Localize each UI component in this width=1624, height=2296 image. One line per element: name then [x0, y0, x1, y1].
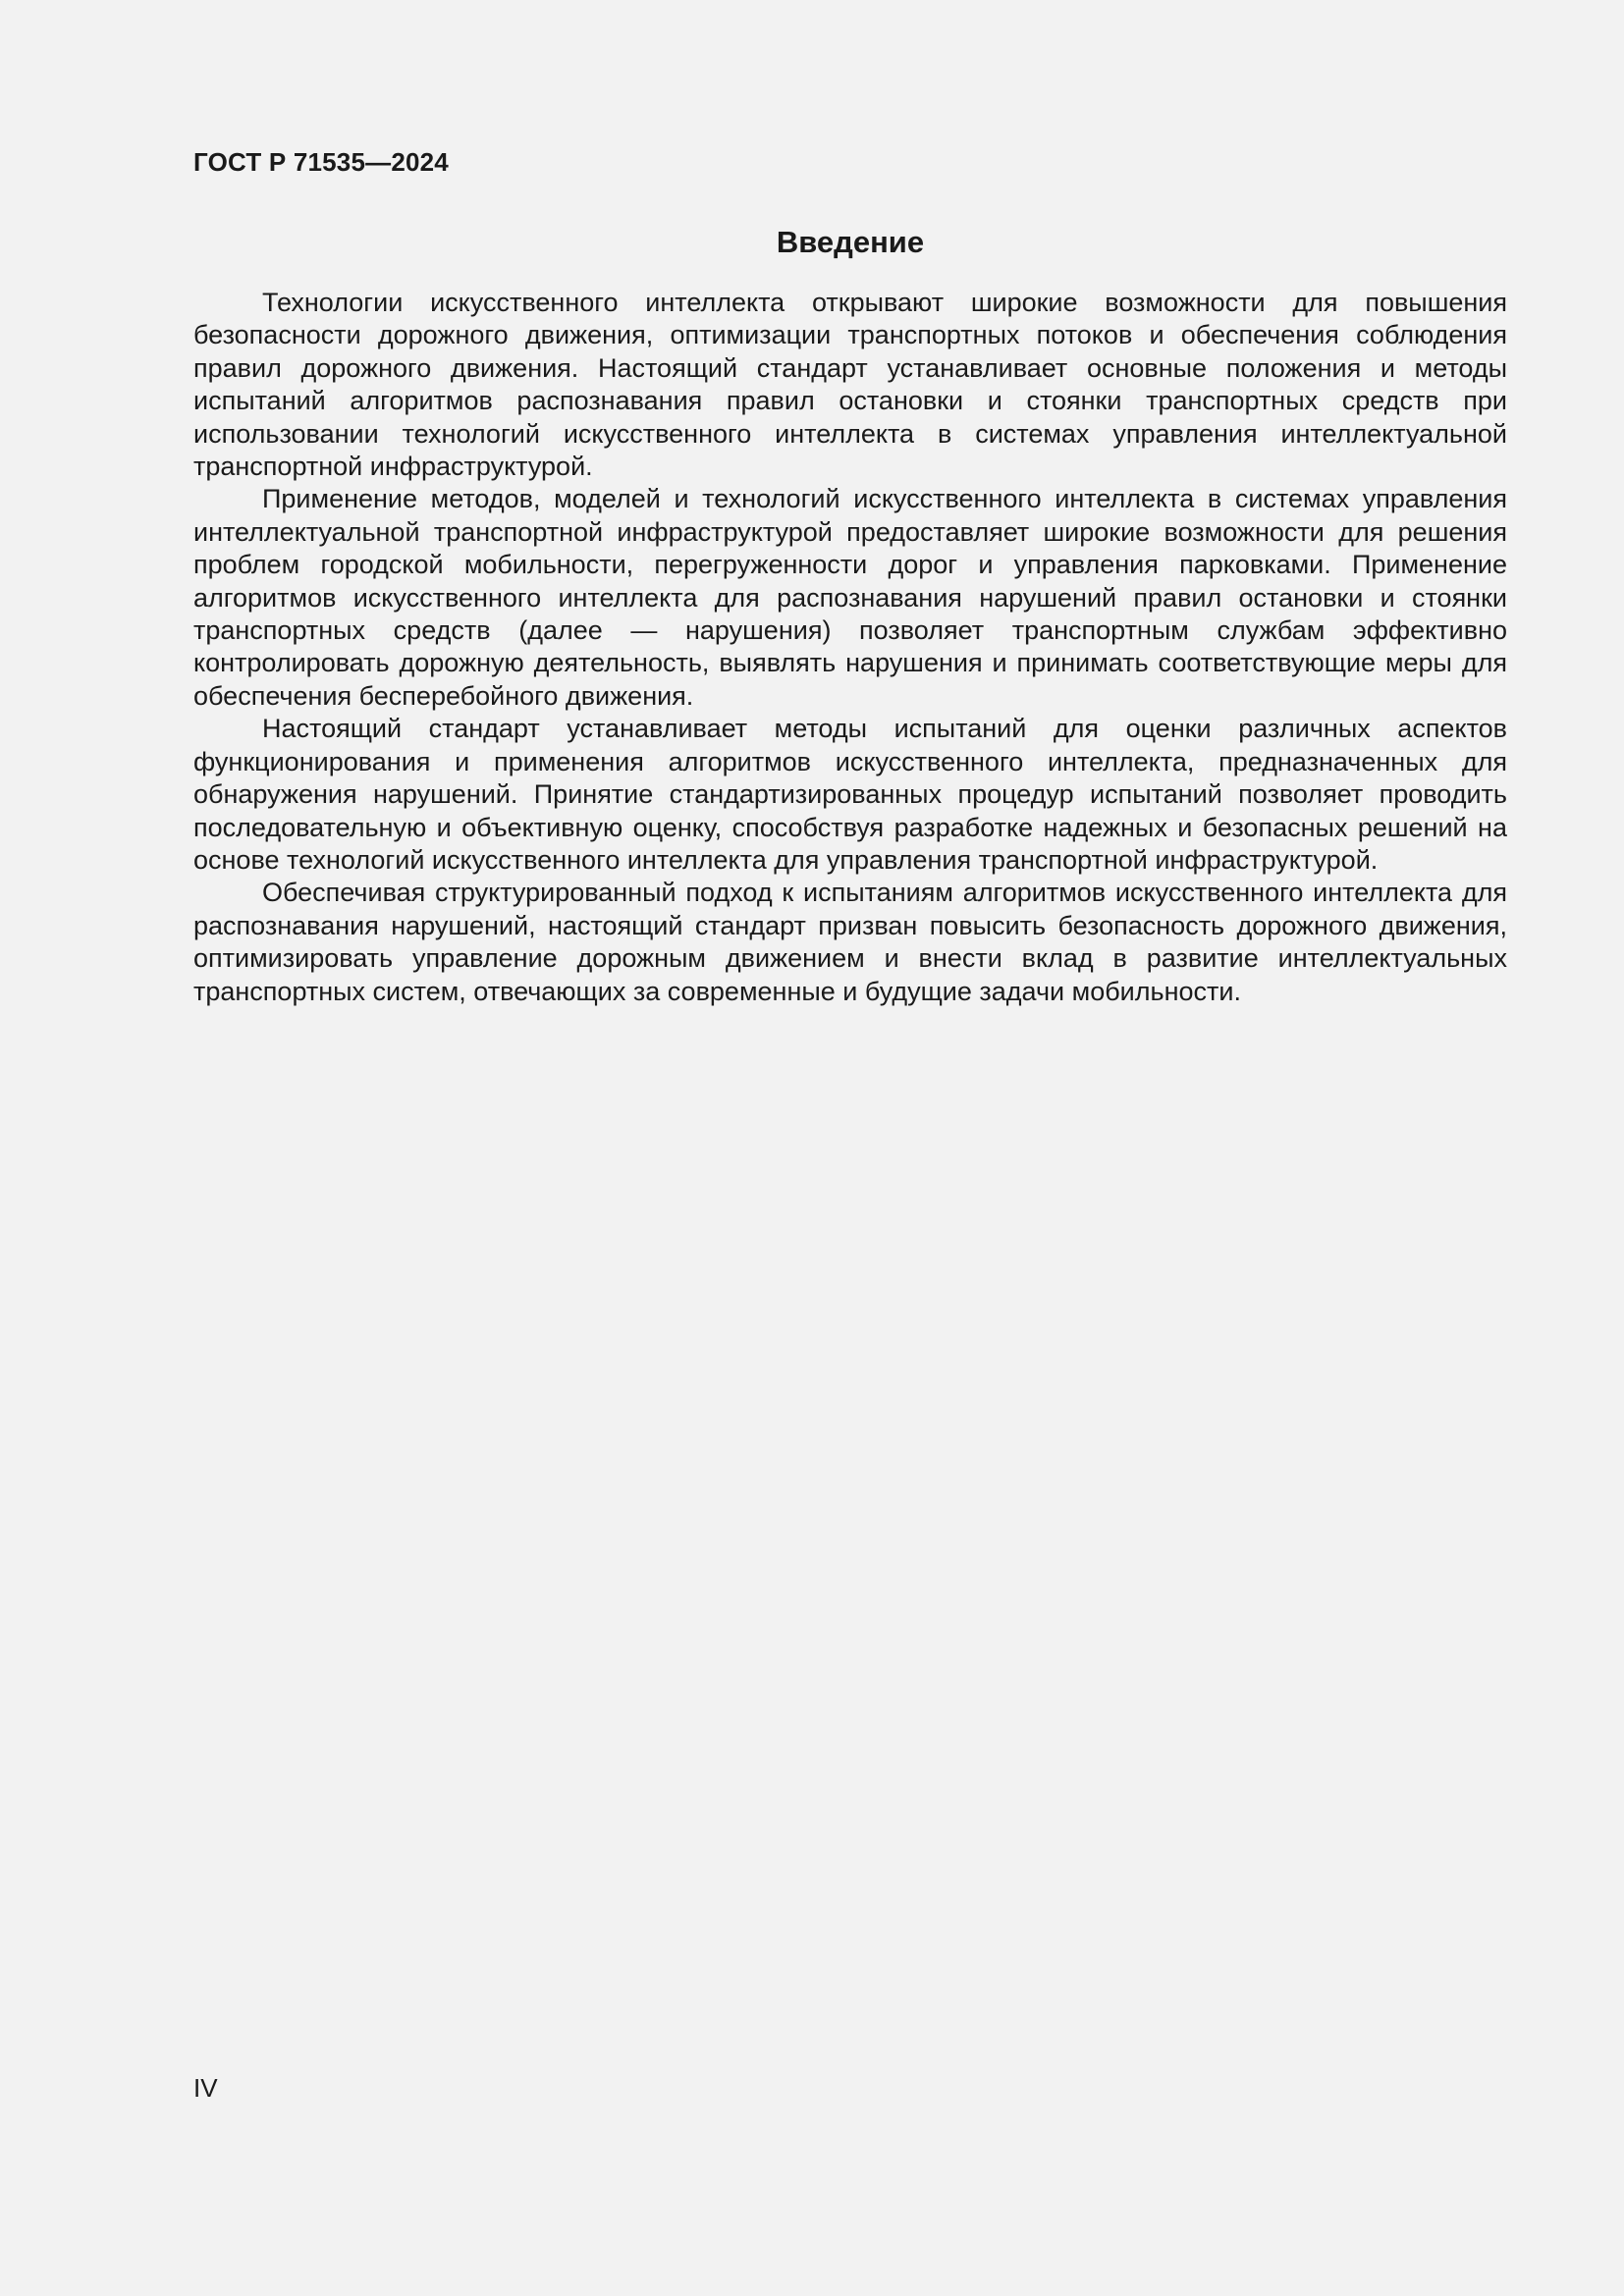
paragraph-3: Настоящий стандарт устанавливает методы испытаний для оценки различных аспектов функционирования и применения алгоритмов искусственного интеллекта, предназначенных для обнаружения нарушений. Принятие стандартизированных процедур испытаний позволяет проводить последовательную и объективную оценку, способствуя разработке надежных и безопасных решений на основе технологий искусственного интеллекта для управления транспортной инфраструктурой.: [193, 714, 1507, 875]
section-title: Введение: [776, 225, 925, 259]
paragraph-4: Обеспечивая структурированный подход к испытаниям алгоритмов искусственного интеллекта для распознавания нарушений, настоящий стандарт призван повысить безопасность дорожного движения, оптимизировать управление дорожным движением и внести вклад в развитие интеллектуальных транспортных систем, отвечающих за современные и будущие задачи мобильности.: [193, 878, 1507, 1006]
introduction-body: [193, 287, 1507, 1008]
page-number: IV: [193, 2073, 218, 2103]
paragraph-1: Технологии искусственного интеллекта открывают широкие возможности для повышения безопасности дорожного движения, оптимизации транспортных потоков и обеспечения соблюдения правил дорожного движения. Настоящий стандарт устанавливает основные положения и методы испытаний алгоритмов распознавания правил остановки и стоянки транспортных средств при использовании технологий искусственного интеллекта в системах управления интеллектуальной транспортной инфраструктурой.: [193, 288, 1507, 482]
document-code-header: ГОСТ Р 71535—2024: [193, 147, 449, 177]
paragraph-2: Применение методов, моделей и технологий искусственного интеллекта в системах управления интеллектуальной транспортной инфраструктурой предоставляет широкие возможности для решения проблем городской мобильности, перегруженности дорог и управления парковками. Применение алгоритмов искусственного интеллекта для распознавания нарушений правил остановки и стоянки транспортных средств (далее — нарушения) позволяет транспортным службам эффективно контролировать дорожную деятельность, выявлять нарушения и принимать соответствующие меры для обеспечения бесперебойного движения.: [193, 484, 1507, 711]
